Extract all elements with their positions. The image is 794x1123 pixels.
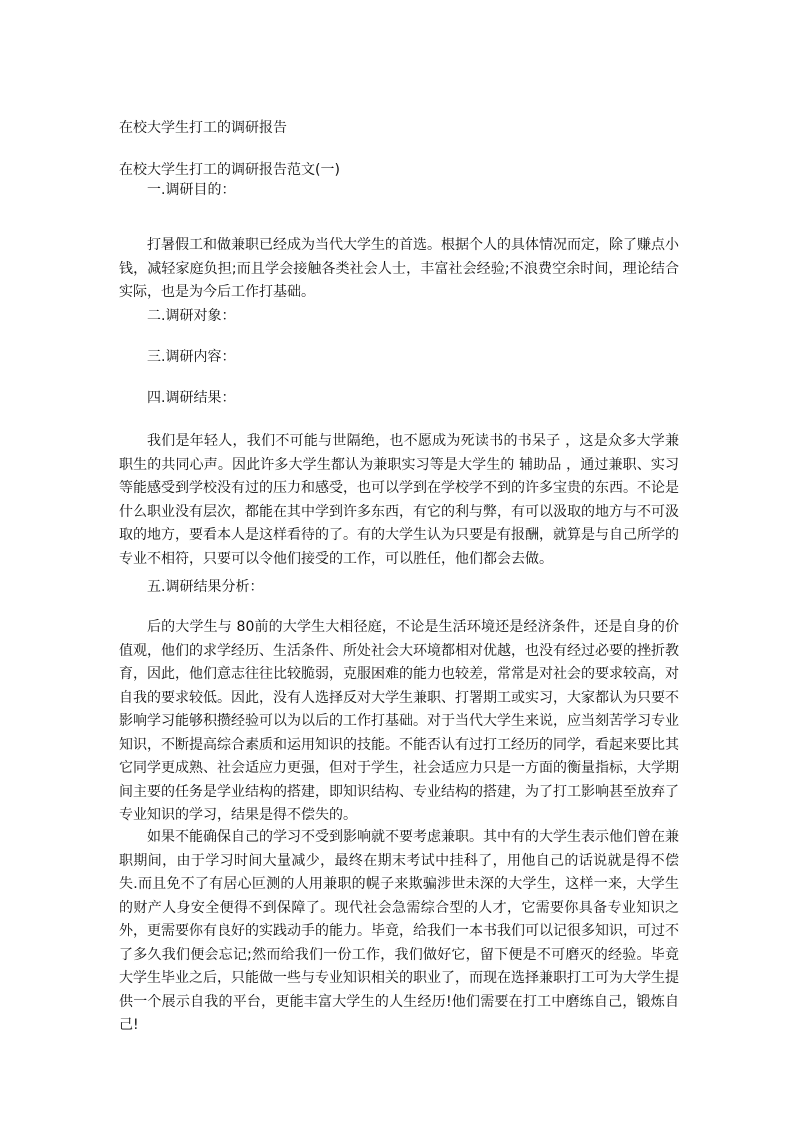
paragraph-conclusion: 如果不能确保自己的学习不受到影响就不要考虑兼职。其中有的大学生表示他们曾在兼职期间，由于学习时间大量减少，最终在期末考试中挂科了，用他自己的话说就是得不偿失.而且免不了有居心叵测的人用兼职的幌子来欺骗涉世未深的大学生，这样一来，大学生的财产人身安全便得不到保障了。现代社会急需综合型的人才，它需要你具备专业知识之外，更需要你有良好的实践动手的能力。毕竟，给我们一本书我们可以记很多知识，可过不了多久我们便会忘记;然而给我们一份工作，我们做好它，留下便是不可磨灭的经验。毕竟大学生毕业之后，只能做一些与专业知识相关的职业了，而现在选择兼职打工可为大学生提供一个展示自我的平台，更能丰富大学生的人生经历!他们需要在打工中磨练自己，锻炼自己! [119, 829, 679, 1033]
section-heading-content: 三.调研内容： [147, 349, 236, 365]
section-heading-results: 四.调研结果： [147, 390, 236, 406]
document-subtitle: 在校大学生打工的调研报告范文(一) [119, 162, 340, 178]
paragraph-purpose: 打暑假工和做兼职已经成为当代大学生的首选。根据个人的具体情况而定，除了赚点小钱，减轻家庭负担;而且学会接触各类社会人士，丰富社会经验;不浪费空余时间，理论结合实际，也是为今后工作打基础。 [119, 237, 679, 300]
paragraph-results: 我们是年轻人，我们不可能与世隔绝，也不愿成为死读书的书呆子 ，这是众多大学兼职生的共同心声。因此许多大学生都认为兼职实习等是大学生的 辅助品 ，通过兼职、实习等能感受到学校没有过的压力和感受，也可以学到在学校学不到的许多宝贵的东西。不论是什么职业没有层次，都能在其中学到许多东西，有它的利与弊，有可以汲取的地方与不可汲取的地方，要看本人是这样看待的了。有的大学生认为只要是有报酬，就算是与自己所学的专业不相符，只要可以令他们接受的工作，可以胜任，他们都会去做。 [119, 433, 679, 567]
section-heading-analysis: 五.调研结果分析： [147, 579, 264, 595]
section-heading-subjects: 二.调研对象： [147, 308, 236, 324]
document-title: 在校大学生打工的调研报告 [119, 120, 287, 136]
section-heading-purpose: 一.调研目的： [147, 182, 236, 198]
paragraph-analysis: 后的大学生与 80前的大学生大相径庭，不论是生活环境还是经济条件，还是自身的价值观，他们的求学经历、生活条件、所处社会大环境都相对优越，也没有经过必要的挫折教育，因此，他们意志往往比较脆弱，克服困难的能力也较差，常常是对社会的要求较高，对自我的要求较低。因此，没有人选择反对大学生兼职、打署期工或实习，大家都认为只要不影响学习能够积攒经验可以为以后的工作打基础。对于当代大学生来说，应当刻苦学习专业知识，不断提高综合素质和运用知识的技能。不能否认有过打工经历的同学，看起来要比其它同学更成熟、社会适应力更强，但对于学生，社会适应力只是一方面的衡量指标，大学期间主要的任务是学业结构的搭建，即知识结构、专业结构的搭建，为了打工影响甚至放弃了专业知识的学习，结果是得不偿失的。 [119, 619, 679, 823]
